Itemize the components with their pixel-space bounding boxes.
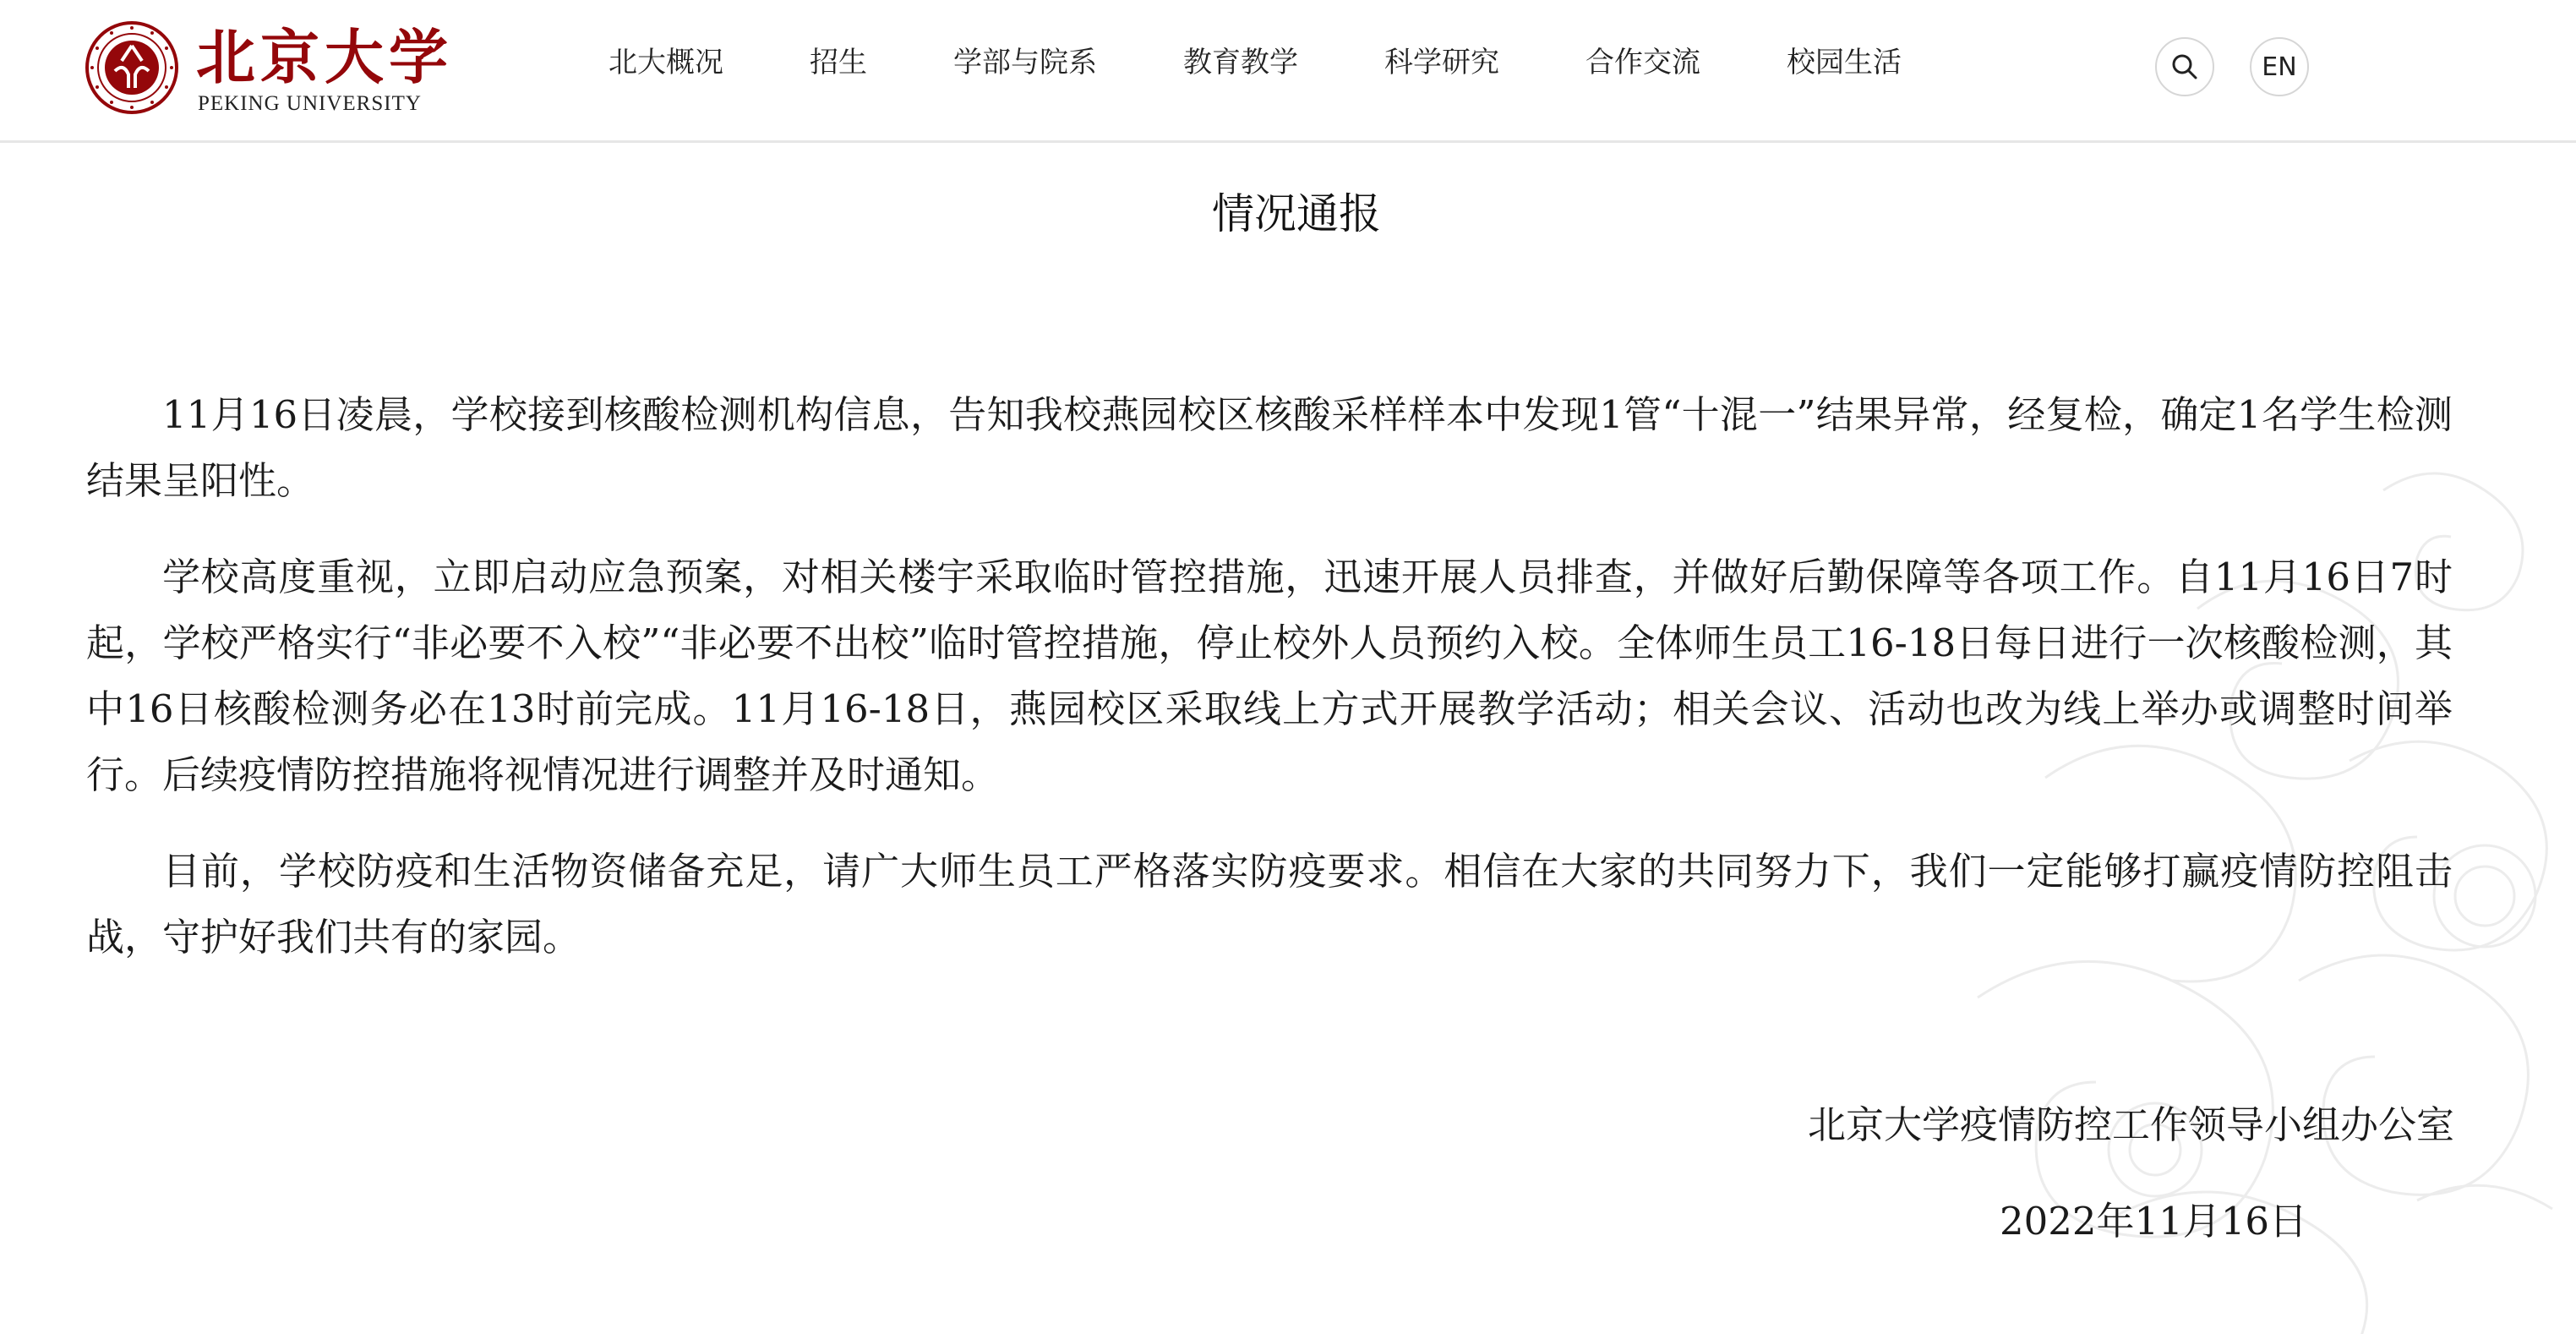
logo-name-en: PEKING UNIVERSITY <box>198 92 422 115</box>
article-signature: 北京大学疫情防控工作领导小组办公室 <box>1807 1102 2454 1147</box>
logo-name-cn: 北京大学 <box>196 22 453 92</box>
nav-item-education[interactable]: 教育教学 <box>1183 46 1298 79</box>
site-logo[interactable] <box>85 20 453 122</box>
article-title: 情况通报 <box>1212 189 1381 238</box>
site-header <box>0 0 2576 143</box>
main-nav <box>609 37 1902 88</box>
peking-university-seal-icon <box>85 20 179 115</box>
language-switch-button[interactable]: EN <box>2250 37 2309 96</box>
nav-item-campus-life[interactable]: 校园生活 <box>1787 46 1902 79</box>
nav-item-overview[interactable]: 北大概况 <box>609 46 723 79</box>
nav-item-research[interactable]: 科学研究 <box>1384 46 1499 79</box>
nav-item-cooperation[interactable]: 合作交流 <box>1585 46 1700 79</box>
article-paragraph: 学校高度重视，立即启动应急预案，对相关楼宇采取临时管控措施，迅速开展人员排查，并做好后勤保障等各项工作。自11月16日7时起，学校严格实行“非必要不入校”“非必要不出校”临时管控措施，停止校外人员预约入校。全体师生员工16-18日每日进行一次核酸检测，其中16日核酸检测务必在13时前完成。11月16-18日，燕园校区采取线上方式开展教学活动；相关会议、活动也改为线上举办或调整时间举行。后续疫情防控措施将视情况进行调整并及时通知。 <box>86 555 2453 797</box>
search-icon <box>2170 52 2199 81</box>
search-button[interactable] <box>2155 37 2214 96</box>
article-paragraph: 目前，学校防疫和生活物资储备充足，请广大师生员工严格落实防疫要求。相信在大家的共同努力下，我们一定能够打赢疫情防控阻击战，守护好我们共有的家园。 <box>86 849 2453 959</box>
nav-item-schools-departments[interactable]: 学部与院系 <box>953 46 1097 79</box>
article-paragraph: 11月16日凌晨，学校接到核酸检测机构信息，告知我校燕园校区核酸采样样本中发现1管“十混一”结果异常，经复检，确定1名学生检测结果呈阳性。 <box>86 392 2453 503</box>
nav-item-admissions[interactable]: 招生 <box>810 46 867 79</box>
article-date: 2022年11月16日 <box>1999 1199 2307 1244</box>
